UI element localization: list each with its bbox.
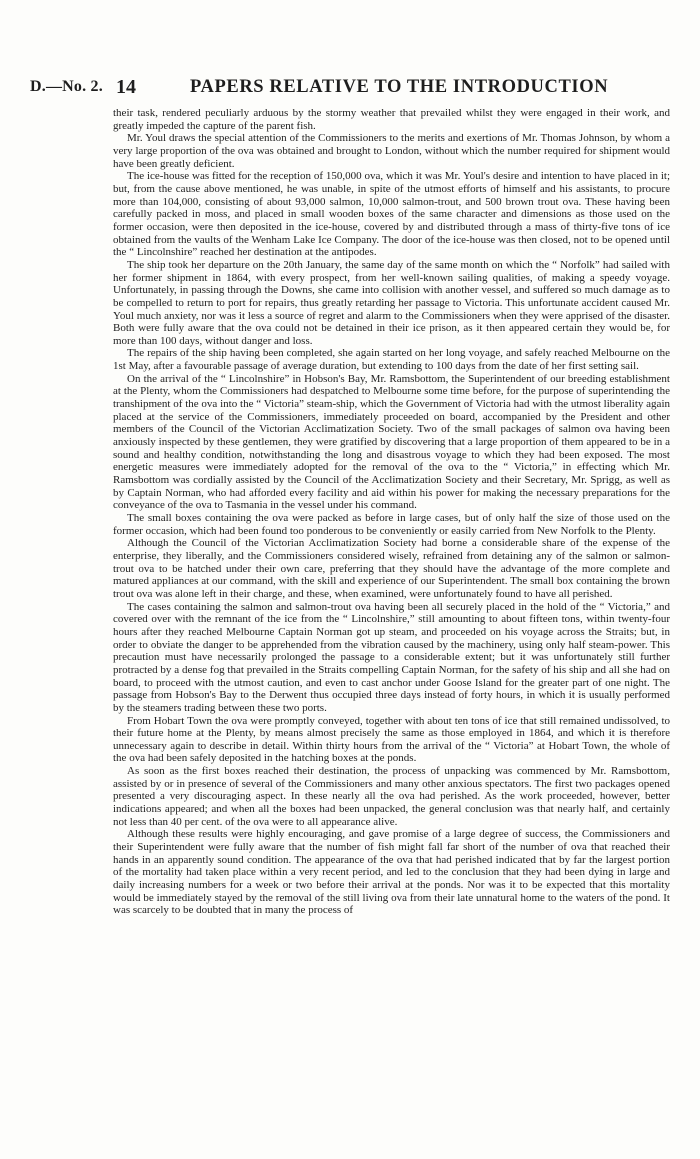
paragraph: From Hobart Town the ova were promptly conveyed, together with about ten tons of ice that still remained undissolved, to their future home at the Plenty, by means almost precisely the same as those employed in 1864, and which it is therefore unnecessary again to describe in detail. Within thirty hours from the arrival of the “ Victoria” at Hobart Town, the whole of the ova had been safely deposited in the hatching boxes at the ponds.: [113, 714, 670, 765]
paragraph: Although these results were highly encouraging, and gave promise of a large degree of success, the Commissioners and their Superintendent were fully aware that the number of fish might fall far short of the number of ova that reached their hands in an apparently sound condition. The appearance of the ova that had perished indicated that by far the largest portion of the mortality had taken place within a very recent period, and led to the conclusion that they had been dying in large and daily increasing numbers for a week or two before their arrival at the ponds. Nor was it to be expected that this mortality would be immediately stayed by the removal of the still living ova from their late unnatural home to the waters of the pond. It was scarcely to be doubted that in many the process of: [113, 828, 670, 917]
paragraph: Although the Council of the Victorian Acclimatization Society had borne a considerable share of the expense of the enterprise, they liberally, and the Commissioners considered wisely, refrained from detaining any of the salmon or salmon-trout ova to be hatched under their own care, preferring that they should have the advantage of the more complete and matured appliances at our command, with the skill and experience of our Superintendent. The small box containing the brown trout ova was alone left in their charge, and these, when examined, were unfortunately found to have all perished.: [113, 537, 670, 600]
paragraph: their task, rendered peculiarly arduous by the stormy weather that prevailed whilst they were engaged in their work, and greatly impeded the capture of the parent fish.: [113, 107, 670, 132]
running-title: PAPERS RELATIVE TO THE INTRODUCTION: [190, 77, 609, 97]
document-reference: D.—No. 2.: [30, 78, 103, 95]
paragraph: The cases containing the salmon and salmon-trout ova having been all securely placed in the hold of the “ Victoria,” and covered over with the remnant of the ice from the “ Lincolnshire,” still amounting to about fifteen tons, within twenty-four hours after they reached Melbourne Captain Norman got up steam, and proceeded on his voyage across the Straits; but, in order to obviate the danger to be apprehended from the vibration caused by the machinery, using only half steam-power. This precaution must have necessarily prolonged the passage to a considerable extent; but it was unfortunately still further protracted by a dense fog that prevailed in the Straits compelling Captain Norman, for the safety of his ship and all she had on board, to proceed with the utmost caution, and even to cast anchor under Goose Island for the greater part of one night. The passage from Hobson's Bay to the Derwent thus occupied three days instead of forty hours, in which it is usually performed by the steamers trading between these two ports.: [113, 600, 670, 714]
body-text: [113, 107, 670, 917]
paragraph: On the arrival of the “ Lincolnshire” in Hobson's Bay, Mr. Ramsbottom, the Superintendent of our breeding establishment at the Plenty, whom the Commissioners had despatched to Melbourne some time before, for the purpose of superintending the transhipment of the ova into the “ Victoria” steam-ship, which the Government of Victoria had with the utmost liberality again placed at the service of the Commissioners, immediately proceeded on board, accompanied by the President and other members of the Council of the Victorian Acclimatization Society. Two of the small packages of salmon ova having been anxiously inspected by these gentlemen, they were gratified by discovering that a large proportion of them appeared to be in a sound and healthy condition, notwithstanding the long and disastrous voyage to which they had been exposed. The most energetic measures were immediately adopted for the removal of the ova to the “ Victoria,” in effecting which Mr. Ramsbottom was cordially assisted by the Council of the Acclimatization Society and their Secretary, Mr. Sprigg, as well as by Captain Norman, who had afforded every facility and aid within his power for making the necessary preparations for the conveyance of the ova to Tasmania in the vessel under his command.: [113, 372, 670, 512]
paragraph: The small boxes containing the ova were packed as before in large cases, but of only half the size of those used on the former occasion, which had been found too ponderous to be conveniently or easily carried from New Norfolk to the Plenty.: [113, 512, 670, 537]
paragraph: The ice-house was fitted for the reception of 150,000 ova, which it was Mr. Youl's desire and intention to have placed in it; but, from the cause above mentioned, he was unable, in spite of the utmost efforts of himself and his assistants, to procure more than 104,000, consisting of about 93,000 salmon, 10,000 salmon-trout, and 500 brown trout ova. These having been carefully packed in moss, and placed in small wooden boxes of the same character and dimensions as those used on the former occasion, were then deposited in the ice-house, covered by and distributed through a mass of thirty-five tons of ice obtained from the vaults of the Wenham Lake Ice Company. The door of the ice-house was then closed, not to be opened until the “ Lincolnshire” reached her destination at the antipodes.: [113, 170, 670, 259]
paragraph: The repairs of the ship having been completed, she again started on her long voyage, and safely reached Melbourne on the 1st May, after a favourable passage of average duration, but extending to 100 days from the date of her first setting sail.: [113, 347, 670, 373]
page-number: 14: [116, 76, 136, 98]
paragraph: The ship took her departure on the 20th January, the same day of the same month on which the “ Norfolk” had sailed with her former shipment in 1864, with every prospect, from her well-known sailing qualities, of making a speedy voyage. Unfortunately, in passing through the Downs, she came into collision with another vessel, and suffered so much damage as to be compelled to return to port for repairs, thus greatly retarding her passage to Victoria. This unfortunate accident caused Mr. Youl much anxiety, nor was it less a source of regret and alarm to the Commissioners when they were apprised of the disaster. Both were fully aware that the ova could not be detained in their ice prison, as it then appeared certain they would be, for more than 100 days, without danger and loss.: [113, 258, 670, 347]
paragraph: Mr. Youl draws the special attention of the Commissioners to the merits and exertions of Mr. Thomas Johnson, by whom a very large proportion of the ova was obtained and brought to London, without which the number required for shipment would have been greatly deficient.: [113, 132, 670, 170]
page-header: [30, 76, 670, 100]
paragraph: As soon as the first boxes reached their destination, the process of unpacking was commenced by Mr. Ramsbottom, assisted by or in presence of several of the Commissioners and many other anxious spectators. The first two packages opened presented a very discouraging aspect. In these nearly all the ova had perished. As the work proceeded, however, better indications appeared; and when all the boxes had been unpacked, the general conclusion was that nearly half, and certainly not less than 40 per cent. of the ova were to all appearance alive.: [113, 765, 670, 828]
